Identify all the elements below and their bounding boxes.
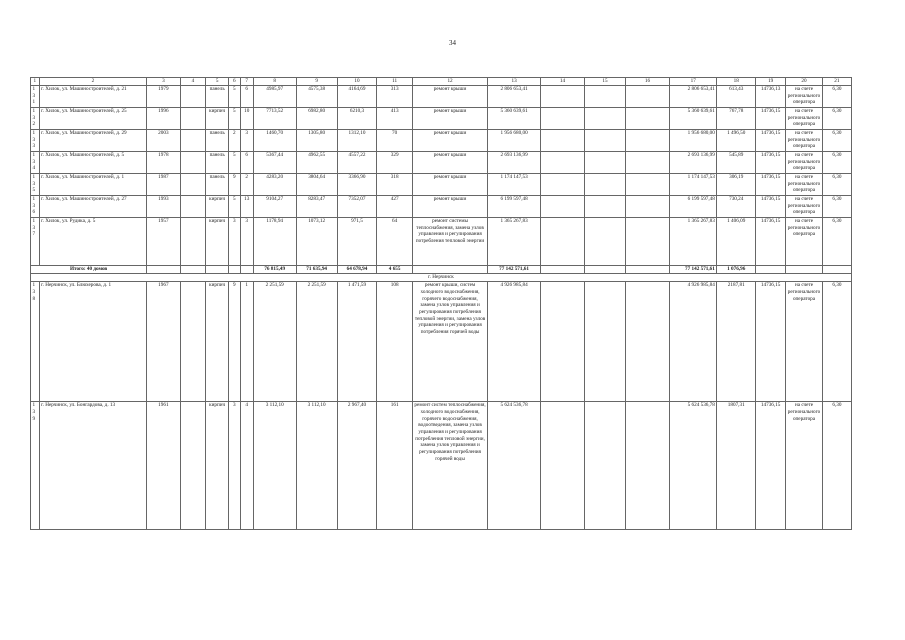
column-number-cell: 8 xyxy=(253,78,296,86)
area-residential-cell: 971,5 xyxy=(337,217,377,265)
table-row xyxy=(31,151,852,173)
table-row xyxy=(31,173,852,195)
column-number-cell: 13 xyxy=(488,78,541,86)
total-cost-cell: 5 360 639,61 xyxy=(488,107,541,129)
column-number-cell: 17 xyxy=(670,78,717,86)
fund-method-cell: на счете регионального оператора xyxy=(786,129,823,151)
cost-fund-cell: 6 199 597,48 xyxy=(670,195,717,217)
entrances-cell: 3 xyxy=(240,129,253,151)
area-residential-cell: 7352,07 xyxy=(337,195,377,217)
row-number-cell: 137 xyxy=(31,217,40,265)
total-cost-cell: 2 806 653,41 xyxy=(488,85,541,107)
total-area-cell: 1460,70 xyxy=(253,129,296,151)
contribution-cell: 6,30 xyxy=(822,107,851,129)
city-header: г. Нерчинск xyxy=(31,274,852,282)
area-residential-cell: 4164,69 xyxy=(337,85,377,107)
max-cost-cell: 14736,15 xyxy=(756,173,786,195)
column-number-cell: 6 xyxy=(228,78,240,86)
area-residential-cell: 6210,3 xyxy=(337,107,377,129)
cost-fund-cell: 4 926 985,84 xyxy=(670,281,717,401)
year-built-cell: 1993 xyxy=(147,195,180,217)
area-premises-cell: 3804,64 xyxy=(296,173,337,195)
row-number-cell: 132 xyxy=(31,107,40,129)
work-type-cell: ремонт крыши, систем холодного водоснабжения, горячего водоснабжения, замена узлов управления и регулирования потребления тепловой энергии, замена узлов управления и регулирования потребления горячей воды xyxy=(412,281,487,401)
max-cost-cell: 14736,15 xyxy=(756,281,786,401)
year-built-cell: 2003 xyxy=(147,129,180,151)
max-cost-cell: 14736,15 xyxy=(756,217,786,265)
cost-fund-cell: 5 360 639,61 xyxy=(670,107,717,129)
floors-cell: 5 xyxy=(228,151,240,173)
year-built-cell: 1978 xyxy=(147,151,180,173)
table-row xyxy=(31,85,852,107)
column-number-cell: 4 xyxy=(180,78,206,86)
address-cell: г. Хилок, ул. Машиностроителей, д. 5 xyxy=(39,151,147,173)
column-number-cell: 20 xyxy=(786,78,823,86)
cost-fund-cell: 1 174 147,53 xyxy=(670,173,717,195)
residents-cell: 70 xyxy=(377,129,413,151)
floors-cell: 9 xyxy=(228,281,240,401)
floors-cell: 3 xyxy=(228,401,240,529)
area-premises-cell: 8283,47 xyxy=(296,195,337,217)
wall-material-cell: кирпич xyxy=(206,107,229,129)
col-4-cell xyxy=(180,401,206,529)
floors-cell: 9 xyxy=(228,173,240,195)
work-type-cell: ремонт крыши xyxy=(412,195,487,217)
table-row xyxy=(31,281,852,401)
year-built-cell: 1987 xyxy=(147,173,180,195)
row-number-cell: 135 xyxy=(31,173,40,195)
work-type-cell: ремонт крыши xyxy=(412,107,487,129)
work-type-cell: ремонт системы теплоснабжения, замена узлов управления и регулирования потребления тепловой энергии xyxy=(412,217,487,265)
total-empty-cell xyxy=(585,265,626,274)
fund-method-cell: на счете регионального оператора xyxy=(786,195,823,217)
area-residential-cell: 3366,90 xyxy=(337,173,377,195)
col-16-cell xyxy=(625,151,669,173)
total-area-cell: 4283,20 xyxy=(253,173,296,195)
area-premises-cell: 2 251,59 xyxy=(296,281,337,401)
area-premises-cell: 1305,80 xyxy=(296,129,337,151)
work-type-cell: ремонт крыши xyxy=(412,151,487,173)
total-empty-cell xyxy=(756,265,786,274)
total-c18-cell: 1 076,96 xyxy=(717,265,756,274)
entrances-cell: 1 xyxy=(240,281,253,401)
col-4-cell xyxy=(180,107,206,129)
cost-per-m2-cell: 613,43 xyxy=(717,85,756,107)
col-14-cell xyxy=(540,107,584,129)
column-number-cell: 15 xyxy=(585,78,626,86)
total-area-cell: 5367,44 xyxy=(253,151,296,173)
col-16-cell xyxy=(625,217,669,265)
area-residential-cell: 4557,22 xyxy=(337,151,377,173)
fund-method-cell: на счете регионального оператора xyxy=(786,217,823,265)
area-premises-cell: 6982,80 xyxy=(296,107,337,129)
col-4-cell xyxy=(180,85,206,107)
col-15-cell xyxy=(585,129,626,151)
floors-cell: 5 xyxy=(228,85,240,107)
page-number: 34 xyxy=(449,39,456,47)
cost-per-m2-cell: 306,19 xyxy=(717,173,756,195)
area-premises-cell: 3 112,10 xyxy=(296,401,337,529)
total-cost-cell: 1 365 267,83 xyxy=(488,217,541,265)
total-empty-cell xyxy=(240,265,253,274)
residents-cell: 108 xyxy=(377,281,413,401)
floors-cell: 3 xyxy=(228,217,240,265)
col-4-cell xyxy=(180,151,206,173)
cost-fund-cell: 5 624 536,78 xyxy=(670,401,717,529)
table-row xyxy=(31,401,852,529)
entrances-cell: 13 xyxy=(240,195,253,217)
contribution-cell: 6,30 xyxy=(822,217,851,265)
col-14-cell xyxy=(540,129,584,151)
column-number-cell: 18 xyxy=(717,78,756,86)
wall-material-cell: панель xyxy=(206,173,229,195)
row-number-cell: 131 xyxy=(31,85,40,107)
col-4-cell xyxy=(180,129,206,151)
max-cost-cell: 14736,15 xyxy=(756,195,786,217)
entrances-cell: 10 xyxy=(240,107,253,129)
max-cost-cell: 14736,15 xyxy=(756,151,786,173)
area-residential-cell: 1312,10 xyxy=(337,129,377,151)
col-14-cell xyxy=(540,151,584,173)
cost-per-m2-cell: 2187,81 xyxy=(717,281,756,401)
col-15-cell xyxy=(585,217,626,265)
entrances-cell: 4 xyxy=(240,401,253,529)
col-14-cell xyxy=(540,217,584,265)
col-16-cell xyxy=(625,129,669,151)
address-cell: г. Хилок, ул. Машиностроителей, д. 25 xyxy=(39,107,147,129)
cost-per-m2-cell: 1 496,50 xyxy=(717,129,756,151)
contribution-cell: 6,30 xyxy=(822,85,851,107)
total-cost-cell: 2 693 136,99 xyxy=(488,151,541,173)
fund-method-cell: на счете регионального оператора xyxy=(786,107,823,129)
col-16-cell xyxy=(625,85,669,107)
total-area-cell: 3 112,10 xyxy=(253,401,296,529)
cost-fund-cell: 2 806 653,41 xyxy=(670,85,717,107)
col-16-cell xyxy=(625,107,669,129)
col-14-cell xyxy=(540,85,584,107)
fund-method-cell: на счете регионального оператора xyxy=(786,401,823,529)
address-cell: г. Нерчинск, ул. Бонгардова, д. 13 xyxy=(39,401,147,529)
fund-method-cell: на счете регионального оператора xyxy=(786,173,823,195)
residents-cell: 413 xyxy=(377,107,413,129)
col-14-cell xyxy=(540,173,584,195)
total-empty-cell xyxy=(625,265,669,274)
total-empty-cell xyxy=(228,265,240,274)
max-cost-cell: 14736,13 xyxy=(756,85,786,107)
total-empty-cell xyxy=(540,265,584,274)
max-cost-cell: 14736,15 xyxy=(756,401,786,529)
column-number-cell: 10 xyxy=(337,78,377,86)
col-14-cell xyxy=(540,281,584,401)
city-header-row xyxy=(31,274,852,282)
floors-cell: 5 xyxy=(228,107,240,129)
work-type-cell: ремонт систем теплоснабжения, холодного водоснабжения, горячего водоснабжения, водоотведения, замена узлов управления и регулирования потребления тепловой энергии, замена узлов управления и регулирования потребления горячей воды xyxy=(412,401,487,529)
total-row xyxy=(31,265,852,274)
column-number-cell: 5 xyxy=(206,78,229,86)
total-cost-cell: 4 926 985,84 xyxy=(488,281,541,401)
cost-per-m2-cell: 1 406,09 xyxy=(717,217,756,265)
total-area-cell: 9104,27 xyxy=(253,195,296,217)
column-number-cell: 9 xyxy=(296,78,337,86)
wall-material-cell: панель xyxy=(206,85,229,107)
contribution-cell: 6,30 xyxy=(822,129,851,151)
row-number-cell: 133 xyxy=(31,129,40,151)
column-number-cell: 19 xyxy=(756,78,786,86)
total-empty-cell xyxy=(206,265,229,274)
cost-per-m2-cell: 1807,31 xyxy=(717,401,756,529)
area-premises-cell: 4962,55 xyxy=(296,151,337,173)
col-14-cell xyxy=(540,195,584,217)
wall-material-cell: панель xyxy=(206,151,229,173)
total-area-cell: 7713,52 xyxy=(253,107,296,129)
residents-cell: 318 xyxy=(377,173,413,195)
col-16-cell xyxy=(625,281,669,401)
total-area-cell: 2 251,59 xyxy=(253,281,296,401)
total-res-cell: 4 655 xyxy=(377,265,413,274)
max-cost-cell: 14736,15 xyxy=(756,129,786,151)
total-empty-cell xyxy=(786,265,823,274)
contribution-cell: 6,30 xyxy=(822,401,851,529)
residents-cell: 161 xyxy=(377,401,413,529)
row-number-cell: 136 xyxy=(31,195,40,217)
floors-cell: 2 xyxy=(228,129,240,151)
residents-cell: 427 xyxy=(377,195,413,217)
column-number-cell: 1 xyxy=(31,78,40,86)
col-4-cell xyxy=(180,217,206,265)
column-number-row xyxy=(31,78,852,86)
col-4-cell xyxy=(180,281,206,401)
total-empty-cell xyxy=(180,265,206,274)
column-number-cell: 2 xyxy=(39,78,147,86)
total-c17-cell: 77 142 571,61 xyxy=(670,265,717,274)
address-cell: г. Хилок, ул. Рудика, д. 5 xyxy=(39,217,147,265)
address-cell: г. Хилок, ул. Машиностроителей, д. 21 xyxy=(39,85,147,107)
column-number-cell: 12 xyxy=(412,78,487,86)
year-built-cell: 1996 xyxy=(147,107,180,129)
entrances-cell: 6 xyxy=(240,85,253,107)
column-number-cell: 3 xyxy=(147,78,180,86)
cost-per-m2-cell: 730,24 xyxy=(717,195,756,217)
col-14-cell xyxy=(540,401,584,529)
residents-cell: 329 xyxy=(377,151,413,173)
work-type-cell: ремонт крыши xyxy=(412,129,487,151)
total-label-cell: Итого: 40 домов xyxy=(31,265,147,274)
column-number-cell: 21 xyxy=(822,78,851,86)
total-a10-cell: 64 678,94 xyxy=(337,265,377,274)
entrances-cell: 3 xyxy=(240,217,253,265)
cost-per-m2-cell: 545,89 xyxy=(717,151,756,173)
max-cost-cell: 14736,15 xyxy=(756,107,786,129)
col-4-cell xyxy=(180,173,206,195)
col-16-cell xyxy=(625,173,669,195)
col-15-cell xyxy=(585,195,626,217)
column-number-cell: 14 xyxy=(540,78,584,86)
wall-material-cell: кирпич xyxy=(206,401,229,529)
col-15-cell xyxy=(585,151,626,173)
register-table xyxy=(30,77,852,530)
address-cell: г. Хилок, ул. Машиностроителей, д. 1 xyxy=(39,173,147,195)
table-row xyxy=(31,107,852,129)
total-empty-cell xyxy=(822,265,851,274)
table-row xyxy=(31,217,852,265)
row-number-cell: 138 xyxy=(31,281,40,401)
total-empty-cell xyxy=(147,265,180,274)
row-number-cell: 139 xyxy=(31,401,40,529)
column-number-cell: 11 xyxy=(377,78,413,86)
col-4-cell xyxy=(180,195,206,217)
entrances-cell: 2 xyxy=(240,173,253,195)
residents-cell: 313 xyxy=(377,85,413,107)
year-built-cell: 1961 xyxy=(147,401,180,529)
year-built-cell: 1957 xyxy=(147,217,180,265)
area-residential-cell: 2 967,40 xyxy=(337,401,377,529)
fund-method-cell: на счете регионального оператора xyxy=(786,85,823,107)
wall-material-cell: кирпич xyxy=(206,217,229,265)
table-row xyxy=(31,129,852,151)
contribution-cell: 6,30 xyxy=(822,151,851,173)
work-type-cell: ремонт крыши xyxy=(412,85,487,107)
total-a9-cell: 71 635,94 xyxy=(296,265,337,274)
col-15-cell xyxy=(585,85,626,107)
area-residential-cell: 1 471,59 xyxy=(337,281,377,401)
year-built-cell: 1979 xyxy=(147,85,180,107)
total-cost-cell: 6 199 597,48 xyxy=(488,195,541,217)
contribution-cell: 6,30 xyxy=(822,281,851,401)
col-16-cell xyxy=(625,195,669,217)
cost-fund-cell: 1 365 267,83 xyxy=(670,217,717,265)
contribution-cell: 6,30 xyxy=(822,173,851,195)
work-type-cell: ремонт крыши xyxy=(412,173,487,195)
col-15-cell xyxy=(585,401,626,529)
residents-cell: 64 xyxy=(377,217,413,265)
address-cell: г. Нерчинск, ул. Блюхерова, д. 1 xyxy=(39,281,147,401)
column-number-cell: 7 xyxy=(240,78,253,86)
wall-material-cell: кирпич xyxy=(206,281,229,401)
cost-fund-cell: 1 956 680,00 xyxy=(670,129,717,151)
total-cost-cell: 1 956 680,00 xyxy=(488,129,541,151)
total-area-cell: 1178,94 xyxy=(253,217,296,265)
col-15-cell xyxy=(585,107,626,129)
col-16-cell xyxy=(625,401,669,529)
row-number-cell: 134 xyxy=(31,151,40,173)
wall-material-cell: панель xyxy=(206,129,229,151)
fund-method-cell: на счете регионального оператора xyxy=(786,281,823,401)
area-premises-cell: 4575,38 xyxy=(296,85,337,107)
floors-cell: 5 xyxy=(228,195,240,217)
cost-per-m2-cell: 767,78 xyxy=(717,107,756,129)
col-15-cell xyxy=(585,173,626,195)
wall-material-cell: кирпич xyxy=(206,195,229,217)
address-cell: г. Хилок, ул. Машиностроителей, д. 27 xyxy=(39,195,147,217)
area-premises-cell: 1073,12 xyxy=(296,217,337,265)
total-cost-cell: 5 624 536,78 xyxy=(488,401,541,529)
entrances-cell: 6 xyxy=(240,151,253,173)
address-cell: г. Хилок, ул. Машиностроителей, д. 29 xyxy=(39,129,147,151)
total-a8-cell: 76 815,49 xyxy=(253,265,296,274)
fund-method-cell: на счете регионального оператора xyxy=(786,151,823,173)
year-built-cell: 1967 xyxy=(147,281,180,401)
contribution-cell: 6,30 xyxy=(822,195,851,217)
column-number-cell: 16 xyxy=(625,78,669,86)
col-15-cell xyxy=(585,281,626,401)
table-row xyxy=(31,195,852,217)
total-area-cell: 4985,97 xyxy=(253,85,296,107)
total-c13-cell: 77 142 571,61 xyxy=(488,265,541,274)
total-empty-cell xyxy=(412,265,487,274)
cost-fund-cell: 2 693 136,99 xyxy=(670,151,717,173)
total-cost-cell: 1 174 147,53 xyxy=(488,173,541,195)
